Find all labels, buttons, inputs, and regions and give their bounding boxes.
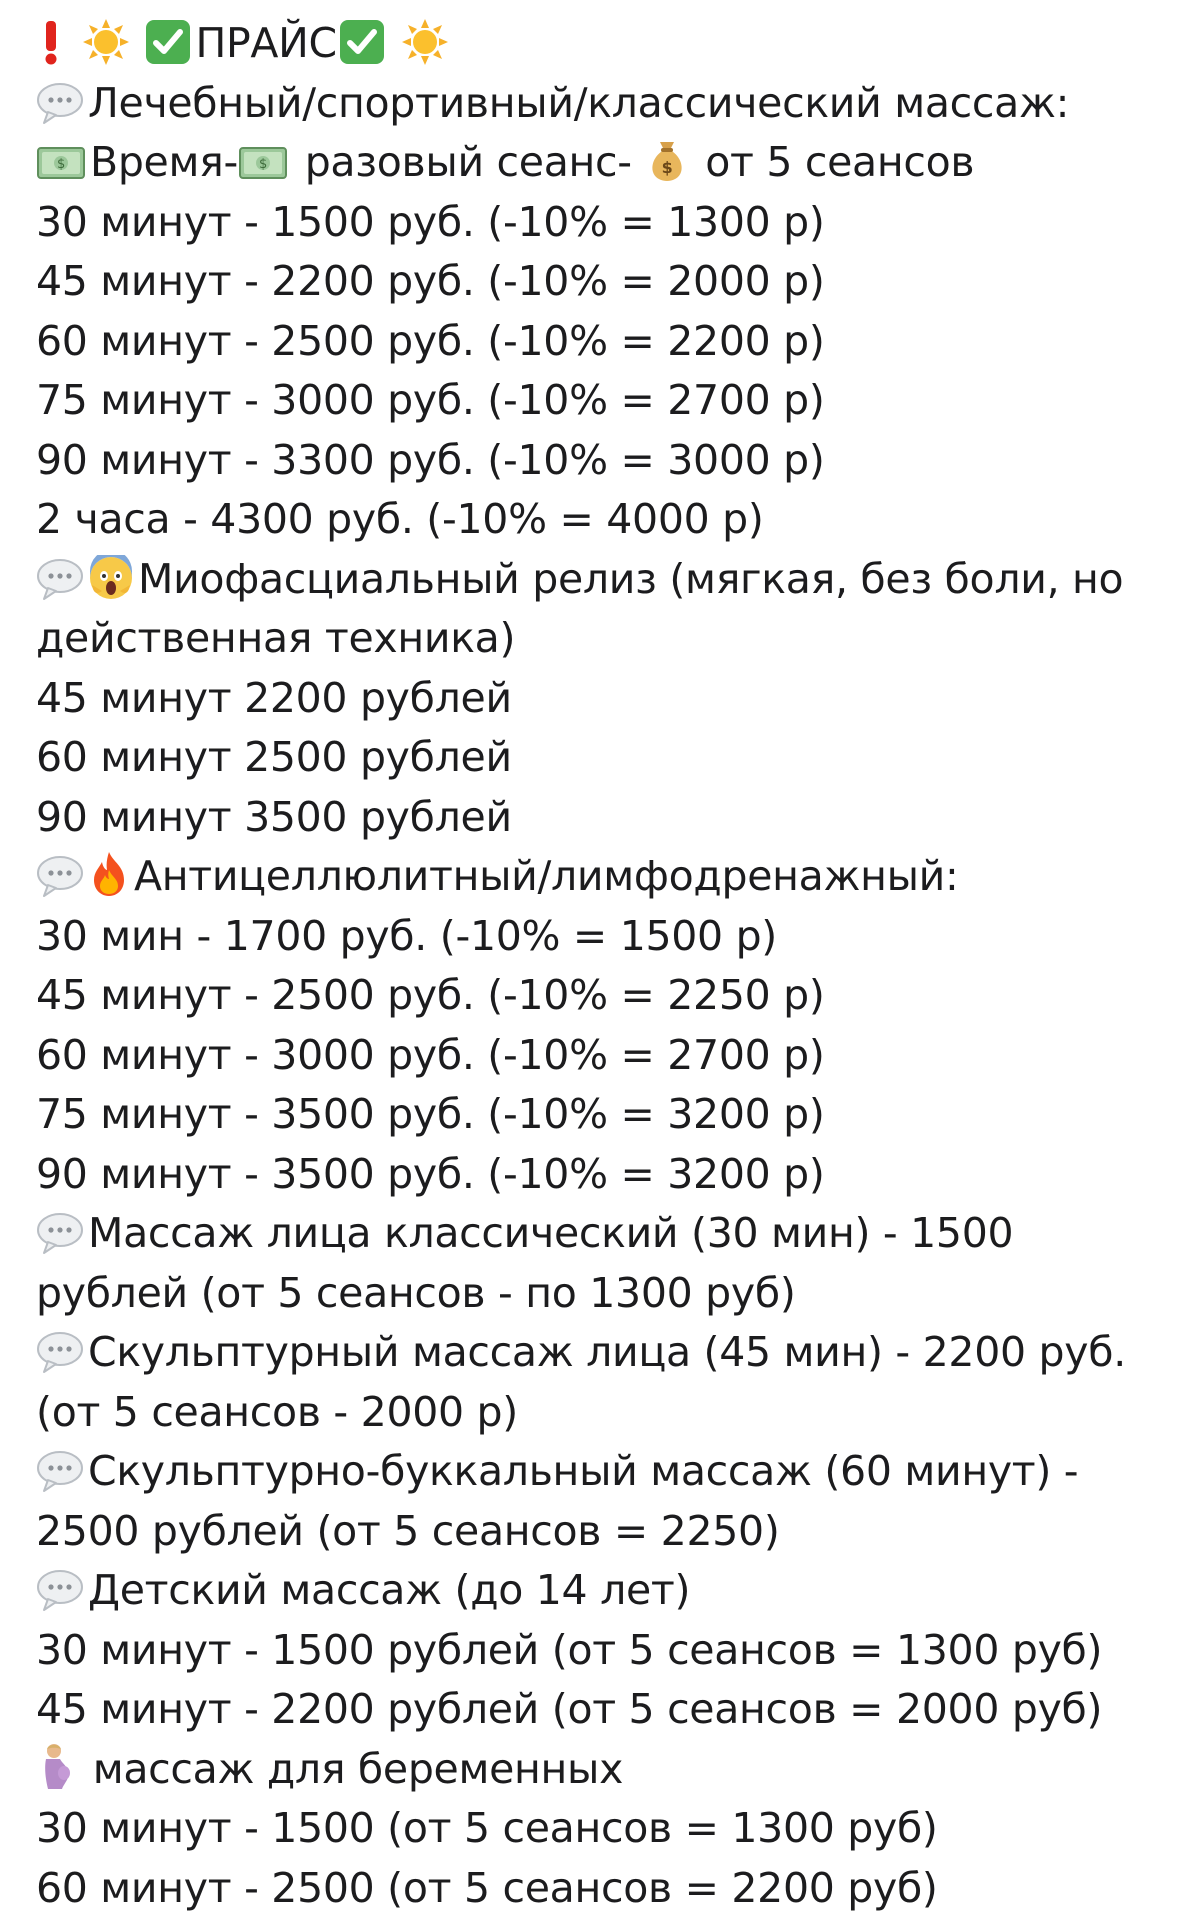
line-text: массаж для беременных <box>80 1744 624 1793</box>
price-line <box>36 193 1186 253</box>
price-line <box>36 1026 1186 1086</box>
line-text: Скульптурно-буккальный массаж (60 минут) - <box>88 1447 1079 1495</box>
line-text: 45 минут - 2500 руб. (-10% = 2250 р) <box>36 971 825 1019</box>
line-text: 30 мин - 1700 руб. (-10% = 1500 р) <box>36 911 777 960</box>
price-line <box>36 609 1186 669</box>
title-text: ПРАЙС <box>195 19 337 67</box>
price-line <box>36 1323 1186 1383</box>
price-line <box>36 847 1186 907</box>
money-bag-icon <box>645 136 689 201</box>
speech-bubble-icon <box>36 854 84 915</box>
line-text: 30 минут - 1500 руб. (-10% = 1300 р) <box>36 197 825 246</box>
price-line <box>36 1145 1186 1205</box>
price-line <box>36 966 1186 1026</box>
line-text: Антицеллюлитный/лимфодренажный: <box>134 852 959 900</box>
line-text: 30 минут - 1500 (от 5 сеансов = 1300 руб) <box>36 1804 938 1852</box>
price-line <box>36 1621 1186 1681</box>
line-text: 45 минут - 2200 рублей (от 5 сеансов = 2000 руб) <box>36 1685 1103 1733</box>
line-text: Детский массаж (до 14 лет) <box>88 1566 691 1614</box>
price-line <box>36 788 1186 848</box>
speech-bubble-icon <box>36 1211 84 1272</box>
price-line <box>36 1680 1186 1740</box>
speech-bubble-icon <box>36 1568 84 1629</box>
price-line <box>36 728 1186 788</box>
dollar-banknote-icon <box>36 141 86 201</box>
price-line <box>36 1264 1186 1324</box>
price-line <box>36 1442 1186 1502</box>
price-line <box>36 371 1186 431</box>
line-text: Лечебный/спортивный/классический массаж: <box>88 78 1070 127</box>
line-text: Скульптурный массаж лица (45 мин) - 2200 руб. <box>88 1328 1126 1376</box>
svg-text:$: $ <box>258 157 267 172</box>
price-lines <box>36 74 1186 1919</box>
price-line <box>36 669 1186 729</box>
line-text: Время- <box>90 138 238 186</box>
line-text: Миофасциальный релиз (мягкая, без боли, но <box>138 554 1124 603</box>
title-line <box>36 14 1186 74</box>
price-line <box>36 1561 1186 1621</box>
scream-face-icon <box>88 555 134 618</box>
price-line <box>36 74 1186 134</box>
price-line <box>36 1085 1186 1145</box>
price-line <box>36 907 1186 967</box>
line-text: Массаж лица классический (30 мин) - 1500 <box>88 1209 1014 1257</box>
price-line <box>36 1859 1186 1919</box>
price-line <box>36 252 1186 312</box>
price-line <box>36 1502 1186 1562</box>
price-line <box>36 133 1186 193</box>
speech-bubble-icon <box>36 1330 84 1391</box>
price-line <box>36 490 1186 550</box>
line-text: действенная техника) <box>36 614 516 662</box>
line-text: 60 минут - 2500 (от 5 сеансов = 2200 руб) <box>36 1863 938 1912</box>
check-icon <box>339 19 385 82</box>
svg-text:$: $ <box>661 158 672 177</box>
price-line <box>36 1204 1186 1264</box>
line-text: 75 минут - 3000 руб. (-10% = 2700 р) <box>36 376 825 424</box>
dollar-banknote-icon <box>238 141 288 201</box>
price-line <box>36 1383 1186 1443</box>
price-line <box>36 431 1186 491</box>
line-text: рублей (от 5 сеансов - по 1300 руб) <box>36 1268 796 1317</box>
price-line <box>36 550 1186 610</box>
line-text: 45 минут - 2200 руб. (-10% = 2000 р) <box>36 257 825 305</box>
line-text: 60 минут 2500 рублей <box>36 733 512 781</box>
exclamation-icon <box>36 19 66 82</box>
price-line <box>36 312 1186 372</box>
line-text: от 5 сеансов <box>692 138 975 186</box>
line-text: 60 минут - 2500 руб. (-10% = 2200 р) <box>36 316 825 365</box>
line-text: 75 минут - 3500 руб. (-10% = 3200 р) <box>36 1090 825 1138</box>
sun-icon <box>83 19 129 82</box>
check-icon <box>145 19 191 82</box>
line-text: 2500 рублей (от 5 сеансов = 2250) <box>36 1506 780 1555</box>
sun-icon <box>402 19 448 82</box>
speech-bubble-icon <box>36 1449 84 1510</box>
line-text: 90 минут - 3500 руб. (-10% = 3200 р) <box>36 1149 825 1198</box>
price-line <box>36 1799 1186 1859</box>
line-text: 30 минут - 1500 рублей (от 5 сеансов = 1300 руб) <box>36 1625 1103 1674</box>
line-text: 45 минут 2200 рублей <box>36 673 512 722</box>
line-text: 60 минут - 3000 руб. (-10% = 2700 р) <box>36 1030 825 1079</box>
line-text: 2 часа - 4300 руб. (-10% = 4000 р) <box>36 495 764 543</box>
fire-icon <box>88 850 130 915</box>
line-text: 90 минут - 3300 руб. (-10% = 3000 р) <box>36 435 825 484</box>
line-text: 90 минут 3500 рублей <box>36 792 512 841</box>
pregnant-woman-icon <box>36 1743 76 1808</box>
svg-text:$: $ <box>57 157 65 172</box>
speech-bubble-icon <box>36 81 84 142</box>
price-list-document <box>36 14 1186 1918</box>
line-text: (от 5 сеансов - 2000 р) <box>36 1387 518 1436</box>
price-line <box>36 1740 1186 1800</box>
speech-bubble-icon <box>36 557 84 618</box>
line-text: разовый сеанс- <box>291 138 645 186</box>
